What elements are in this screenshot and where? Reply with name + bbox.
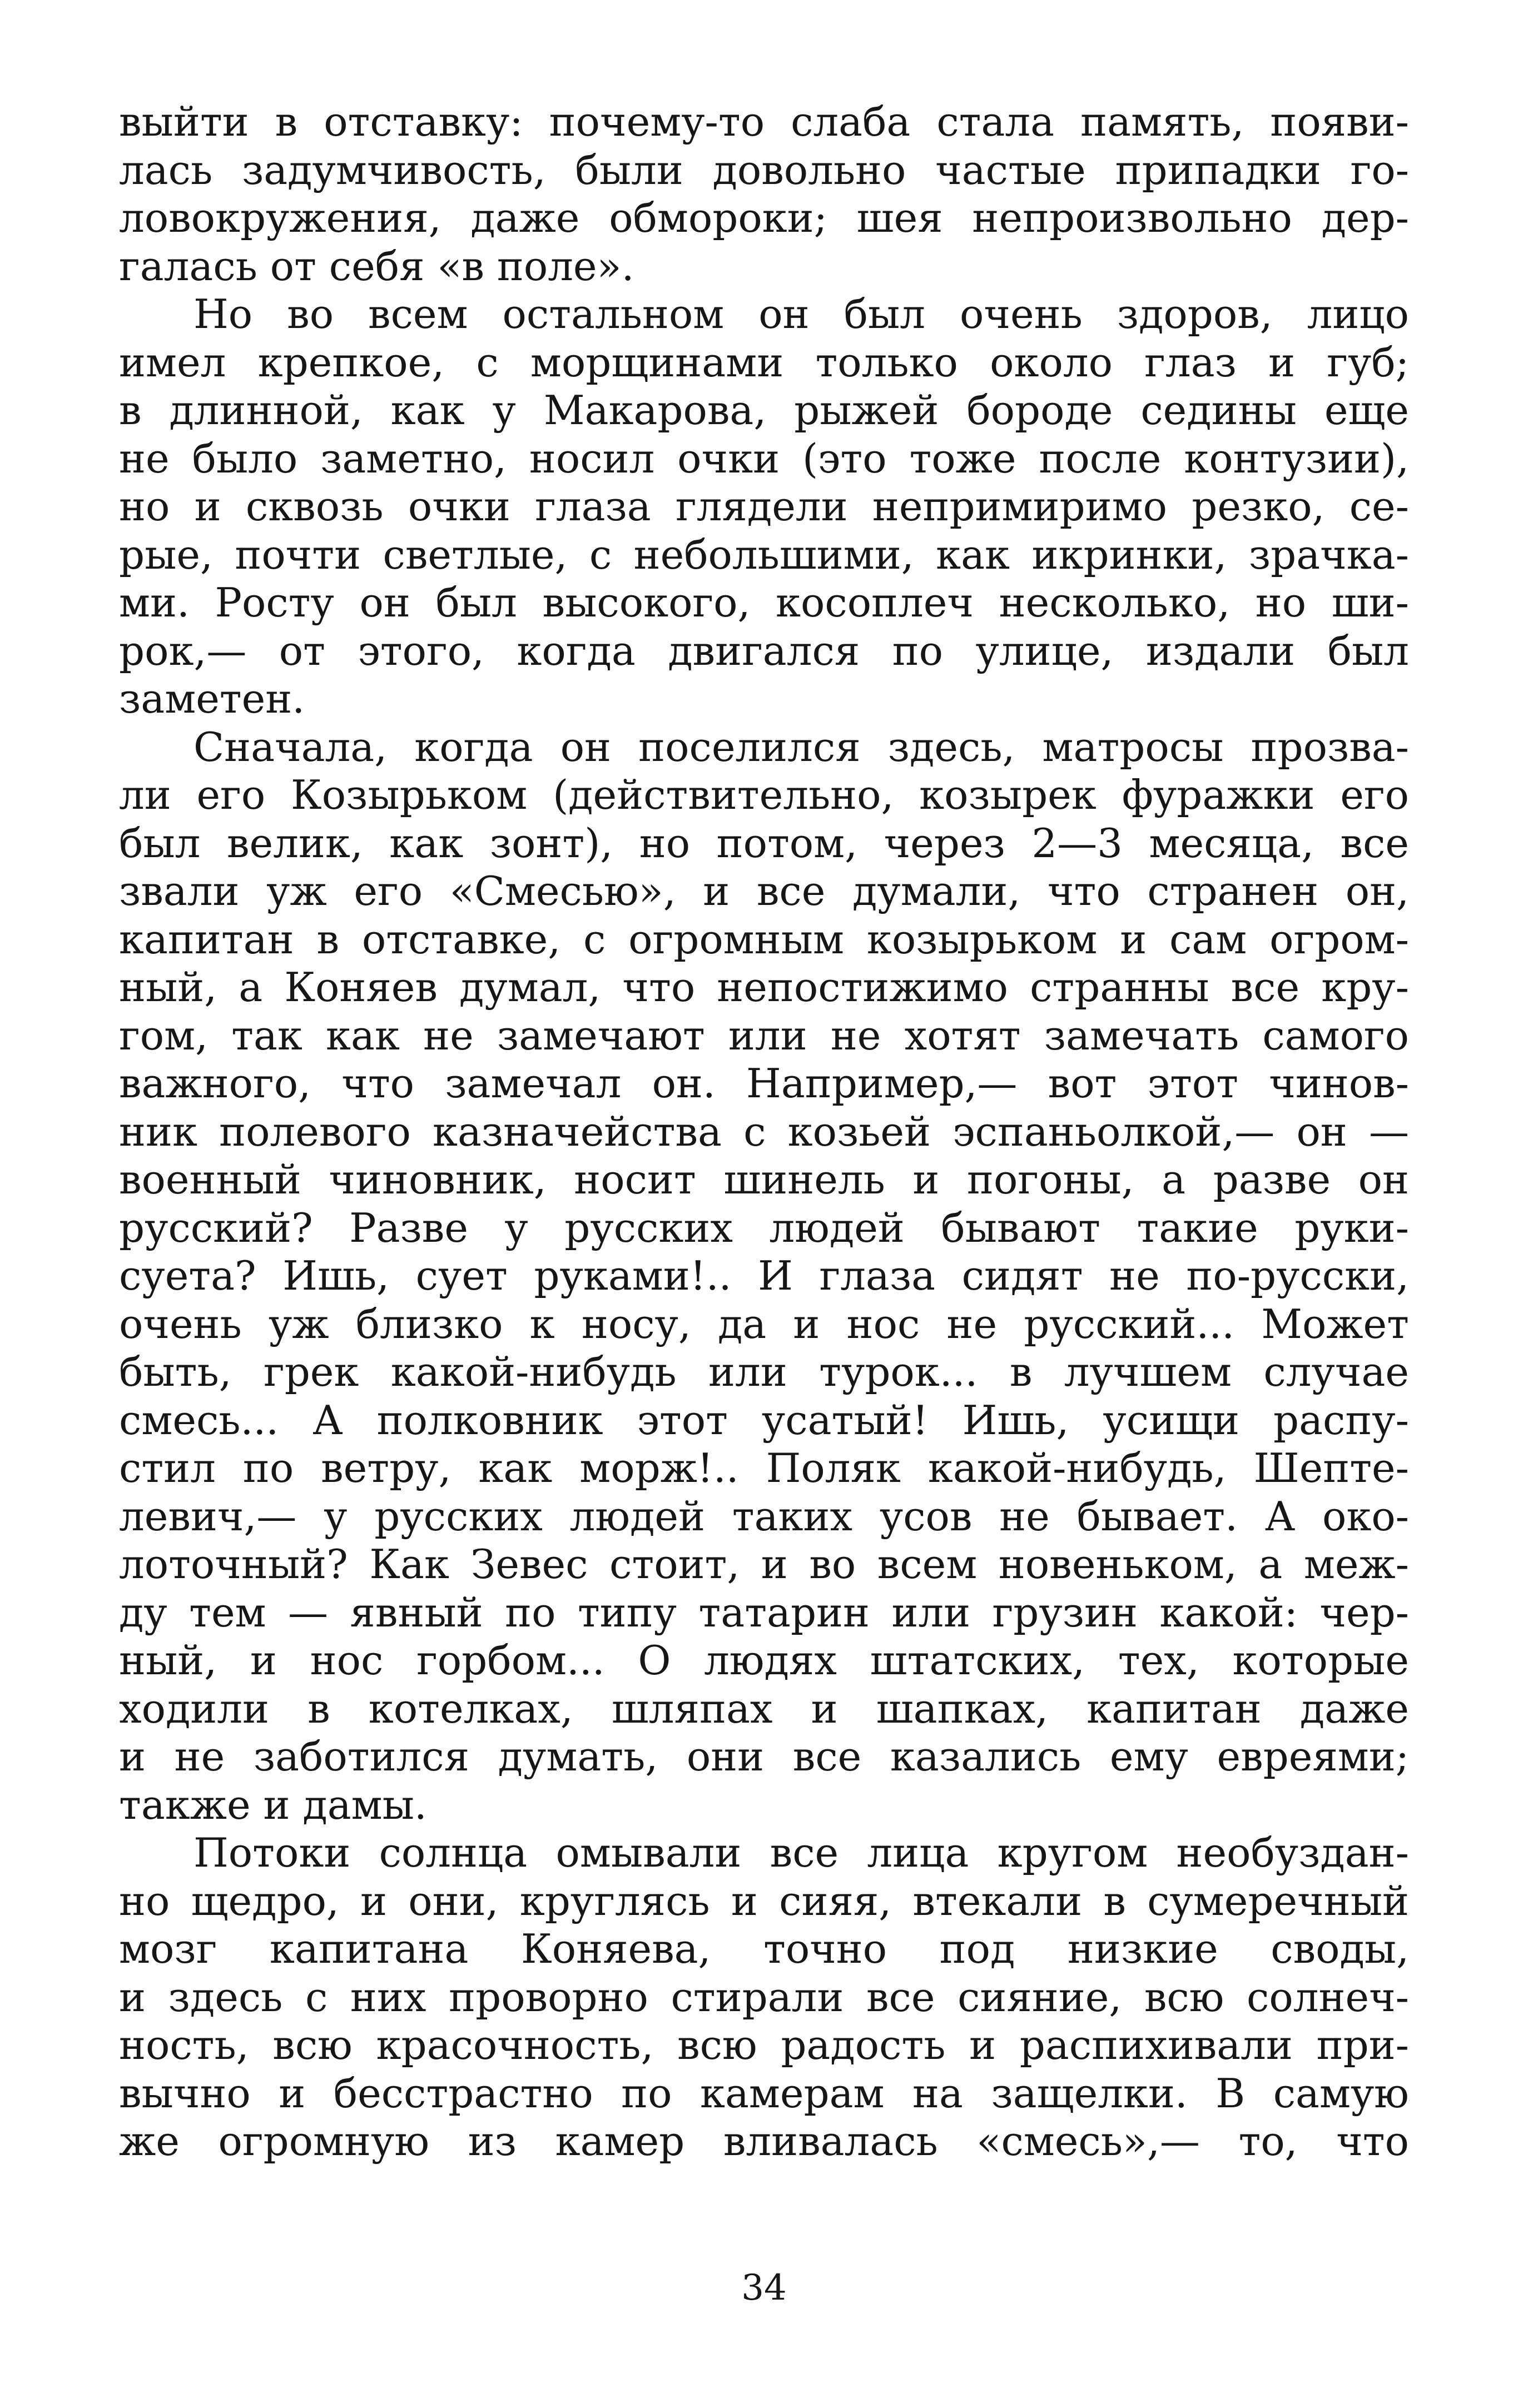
text-line: но щедро, и они, круглясь и сияя, втекали в сумеречный xyxy=(119,1877,1409,1924)
paragraph xyxy=(119,290,1409,723)
text-line: и не заботился думать, они все казались ему евреями; xyxy=(119,1733,1409,1780)
text-line: суета? Ишь, сует руками!.. И глаза сидят не по-русски, xyxy=(119,1252,1409,1299)
text-line: смесь... А полковник этот усатый! Ишь, усищи распу- xyxy=(119,1396,1409,1444)
text-line: Потоки солнца омывали все лица кругом необуздан- xyxy=(194,1829,1409,1876)
text-line: ми. Росту он был высокого, косоплеч несколько, но ши- xyxy=(119,579,1409,626)
text-line: был велик, как зонт), но потом, через 2—3 месяца, все xyxy=(119,819,1409,867)
text-line: в длинной, как у Макарова, рыжей бороде седины еще xyxy=(119,387,1409,434)
text-line: звали уж его «Смесью», и все думали, что странен он, xyxy=(119,868,1409,914)
text-line: лась задумчивость, были довольно частые припадки го- xyxy=(119,146,1409,193)
text-line: очень уж близко к носу, да и нос не русский... Может xyxy=(119,1300,1409,1347)
text-line: ник полевого казначейства с козьей эспаньолкой,— он — xyxy=(119,1108,1409,1155)
text-line: рок,— от этого, когда двигался по улице, издали был xyxy=(119,627,1409,674)
text-line: ходили в котелках, шляпах и шапках, капитан даже xyxy=(119,1685,1409,1732)
page-number: 34 xyxy=(741,2267,787,2309)
text-line: но и сквозь очки глаза глядели непримиримо резко, се- xyxy=(119,483,1409,530)
text-line: важного, что замечал он. Например,— вот этот чинов- xyxy=(119,1060,1409,1107)
text-line: военный чиновник, носит шинель и погоны, а разве он xyxy=(119,1156,1409,1203)
text-line: галась от себя «в поле». xyxy=(119,242,634,290)
text-line: и здесь с них проворно стирали все сияние, всю солнеч- xyxy=(119,1973,1409,2021)
text-line: гом, так как не замечают или не хотят замечать самого xyxy=(119,1012,1409,1059)
text-line: Сначала, когда он поселился здесь, матросы прозва- xyxy=(194,723,1409,770)
text-line: же огромную из камер вливалась «смесь»,— то, что xyxy=(119,2118,1409,2165)
text-line: лоточный? Как Зевес стоит, и во всем новеньком, а меж- xyxy=(119,1541,1409,1588)
text-line: заметен. xyxy=(119,675,305,722)
text-line: быть, грек какой-нибудь или турок... в лучшем случае xyxy=(119,1349,1409,1395)
text-line: ду тем — явный по типу татарин или грузин какой: чер- xyxy=(119,1589,1409,1636)
text-line: Но во всем остальном он был очень здоров, лицо xyxy=(194,291,1409,337)
text-line: имел крепкое, с морщинами только около глаз и губ; xyxy=(119,339,1409,386)
paragraph xyxy=(119,1829,1409,2166)
text-line: вычно и бесстрастно по камерам на защелки. В самую xyxy=(119,2069,1409,2117)
paragraph xyxy=(119,723,1409,1829)
text-line: стил по ветру, как морж!.. Поляк какой-нибудь, Шепте- xyxy=(119,1445,1409,1491)
text-line: ли его Козырьком (действительно, козырек фуражки его xyxy=(119,772,1409,818)
text-line: мозг капитана Коняева, точно под низкие своды, xyxy=(119,1926,1409,1972)
text-line: ный, а Коняев думал, что непостижимо странны все кру- xyxy=(119,964,1409,1011)
text-line: левич,— у русских людей таких усов не бывает. А око- xyxy=(119,1492,1409,1540)
paragraph xyxy=(119,98,1409,290)
text-line: ловокружения, даже обмороки; шея непроизвольно дер- xyxy=(119,195,1409,241)
text-line: ность, всю красочность, всю радость и распихивали при- xyxy=(119,2022,1409,2068)
text-line: русский? Разве у русских людей бывают такие руки- xyxy=(119,1204,1409,1251)
text-line: капитан в отставке, с огромным козырьком и сам огром- xyxy=(119,916,1409,963)
text-line: не было заметно, носил очки (это тоже после контузии), xyxy=(119,435,1409,482)
text-line: также и дамы. xyxy=(119,1781,427,1828)
text-line: рые, почти светлые, с небольшими, как икринки, зрачка- xyxy=(119,531,1409,578)
text-line: выйти в отставку: почему-то слаба стала память, появи- xyxy=(119,98,1409,145)
book-page xyxy=(119,98,1409,2377)
text-line: ный, и нос горбом... О людях штатских, тех, которые xyxy=(119,1637,1409,1684)
text-body xyxy=(119,98,1409,2166)
